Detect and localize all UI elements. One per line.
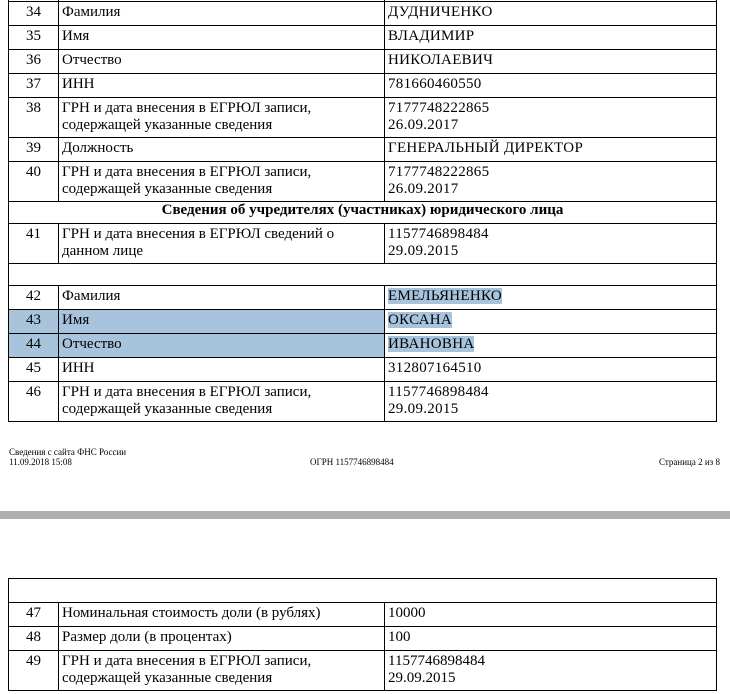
row-number: 47 [9, 603, 59, 627]
table-row [9, 26, 717, 50]
table-row [9, 2, 717, 26]
egrul-table-page-1 [8, 0, 717, 422]
table-row [9, 224, 717, 264]
row-number: 45 [9, 358, 59, 382]
page-separator [0, 511, 730, 519]
row-value [385, 310, 717, 334]
table-row [9, 310, 717, 334]
row-number: 49 [9, 651, 59, 691]
blank-row [9, 264, 717, 286]
text-selection-highlight: ЕМЕЛЬЯНЕНКО [388, 288, 503, 304]
row-value: 100 [385, 627, 717, 651]
row-label: Имя [59, 310, 385, 334]
row-label: ГРН и дата внесения в ЕГРЮЛ записи, содержащей указанные сведения [59, 162, 385, 202]
row-number: 40 [9, 162, 59, 202]
row-value: 781660460550 [385, 74, 717, 98]
egrul-table-page-2 [8, 602, 717, 691]
table-row [9, 334, 717, 358]
row-label: ГРН и дата внесения в ЕГРЮЛ записи, содержащей указанные сведения [59, 98, 385, 138]
row-label: Отчество [59, 334, 385, 358]
row-value: 7177748222865 26.09.2017 [385, 98, 717, 138]
row-value: ВЛАДИМИР [385, 26, 717, 50]
table-row [9, 603, 717, 627]
footer-ogrn: ОГРН 1157746898484 [310, 457, 394, 467]
table-row [9, 382, 717, 422]
row-number: 35 [9, 26, 59, 50]
row-value [385, 334, 717, 358]
table-row [9, 138, 717, 162]
row-label: Фамилия [59, 286, 385, 310]
row-label: ГРН и дата внесения в ЕГРЮЛ записи, содержащей указанные сведения [59, 382, 385, 422]
row-number: 48 [9, 627, 59, 651]
row-value: ГЕНЕРАЛЬНЫЙ ДИРЕКТОР [385, 138, 717, 162]
row-value: 1157746898484 29.09.2015 [385, 382, 717, 422]
row-number: 46 [9, 382, 59, 422]
row-number: 43 [9, 310, 59, 334]
footer-datetime: 11.09.2018 15:08 [9, 457, 72, 467]
table-header-row [8, 578, 717, 602]
table-row [9, 651, 717, 691]
table-row [9, 358, 717, 382]
footer-source: Сведения с сайта ФНС России [9, 447, 127, 457]
row-value: 10000 [385, 603, 717, 627]
row-label: ИНН [59, 358, 385, 382]
row-label: Размер доли (в процентах) [59, 627, 385, 651]
row-number: 41 [9, 224, 59, 264]
row-label: Имя [59, 26, 385, 50]
row-number: 39 [9, 138, 59, 162]
row-value [385, 286, 717, 310]
section-title: Сведения об учредителях (участниках) юридического лица [9, 202, 717, 224]
row-value: НИКОЛАЕВИЧ [385, 50, 717, 74]
row-value: 1157746898484 29.09.2015 [385, 224, 717, 264]
table-row [9, 286, 717, 310]
row-label: ГРН и дата внесения в ЕГРЮЛ записи, содержащей указанные сведения [59, 651, 385, 691]
row-value: 1157746898484 29.09.2015 [385, 651, 717, 691]
row-label: ГРН и дата внесения в ЕГРЮЛ сведений о данном лице [59, 224, 385, 264]
row-number: 42 [9, 286, 59, 310]
row-label: Отчество [59, 50, 385, 74]
row-label: Фамилия [59, 2, 385, 26]
table-row [9, 98, 717, 138]
table-row [9, 627, 717, 651]
row-number: 44 [9, 334, 59, 358]
row-number: 38 [9, 98, 59, 138]
row-label: Номинальная стоимость доли (в рублях) [59, 603, 385, 627]
section-heading-row [9, 202, 717, 224]
row-label: Должность [59, 138, 385, 162]
text-selection-highlight: ИВАНОВНА [388, 336, 475, 352]
row-number: 36 [9, 50, 59, 74]
row-label: ИНН [59, 74, 385, 98]
row-value: 312807164510 [385, 358, 717, 382]
table-row [9, 162, 717, 202]
table-row [9, 50, 717, 74]
row-value: 7177748222865 26.09.2017 [385, 162, 717, 202]
table-row [9, 74, 717, 98]
row-number: 34 [9, 2, 59, 26]
row-value: ДУДНИЧЕНКО [385, 2, 717, 26]
text-selection-highlight: ОКСАНА [388, 312, 453, 328]
footer-page-number: Страница 2 из 8 [659, 457, 720, 467]
row-number: 37 [9, 74, 59, 98]
